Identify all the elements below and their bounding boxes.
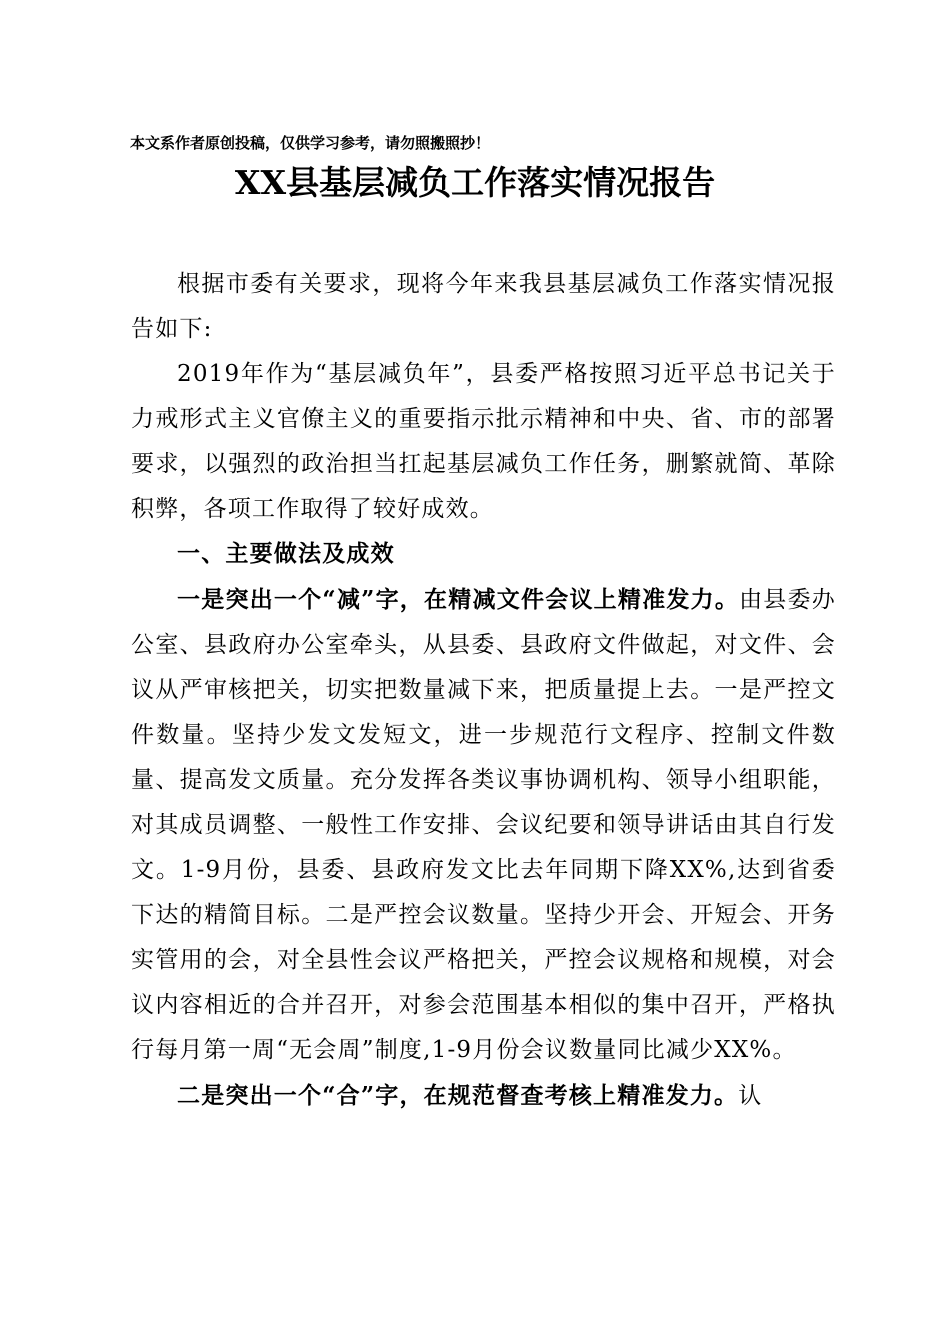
paragraph-measure-1-body: 由县委办公室、县政府办公室牵头，从县委、县政府文件做起，对文件、会议从严审核把关，切实把数量减下来，把质量提上去。一是严控文件数量。坚持少发文发短文，进一步规范行文程序、控制文件数量、提高发文质量。充分发挥各类议事协调机构、领导小组职能，对其成员调整、一般性工作安排、会议纪要和领导讲话由其自行发文。1-9月份，县委、县政府发文比去年同期下降XX%,达到省委下达的精简目标。二是严控会议数量。坚持少开会、开短会、开务实管用的会，对全县性会议严格把关，严控会议规格和规模，对会议内容相近的合并召开，对参会范围基本相似的集中召开，严格执行每月第一周“无会周”制度,1-9月份会议数量同比减少XX%。	[131, 587, 836, 1063]
document-body	[131, 262, 836, 1119]
paragraph-measure-2-lead: 二是突出一个“合”字，在规范督查考核上精准发力。	[177, 1082, 739, 1109]
section-heading-1: 一、主要做法及成效	[177, 541, 395, 567]
paragraph-measure-1-lead: 一是突出一个“减”字，在精减文件会议上精准发力。	[177, 586, 740, 613]
paragraph-intro: 根据市委有关要求，现将今年来我县基层减负工作落实情况报告如下:	[131, 271, 836, 342]
copyright-notice: 本文系作者原创投稿，仅供学习参考，请勿照搬照抄！	[130, 134, 491, 152]
paragraph-measure-1	[131, 577, 836, 1073]
paragraph-measure-2	[131, 1073, 836, 1119]
document-title: XX县基层减负工作落实情况报告	[234, 163, 716, 202]
paragraph-measure-2-body: 认	[738, 1083, 763, 1109]
paragraph-background: 2019年作为“基层减负年”，县委严格按照习近平总书记关于力戒形式主义官僚主义的重要指示批示精神和中央、省、市的部署要求，以强烈的政治担当扛起基层减负工作任务，删繁就简、革除积弊，各项工作取得了较好成效。	[131, 361, 836, 522]
